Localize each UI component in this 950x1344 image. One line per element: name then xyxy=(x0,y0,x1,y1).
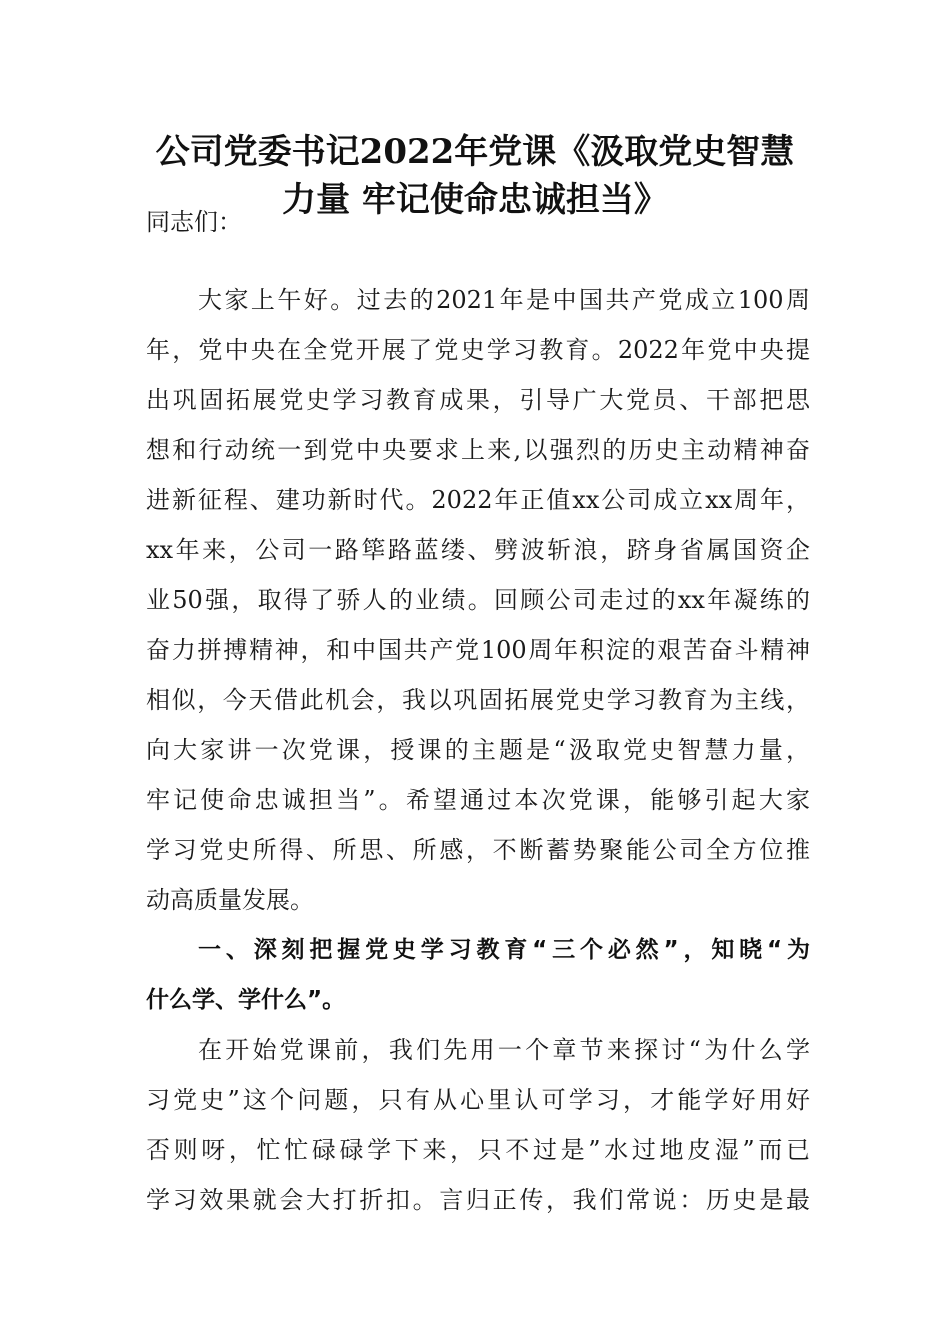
paragraph-line: 在开始党课前，我们先用一个章节来探讨“为什么学 xyxy=(198,1036,810,1064)
title-line-1: 公司党委书记2022年党课《汲取党史智慧 xyxy=(155,132,795,172)
paragraph-line: 业50强，取得了骄人的业绩。回顾公司走过的xx年凝练的 xyxy=(146,586,810,614)
salutation: 同志们： xyxy=(146,208,242,236)
paragraph-line: 学习效果就会大打折扣。言归正传，我们常说：历史是最 xyxy=(146,1186,810,1214)
paragraph-line: 年，党中央在全党开展了党史学习教育。2022年党中央提 xyxy=(146,336,810,364)
paragraph-line: 奋力拼搏精神，和中国共产党100周年积淀的艰苦奋斗精神 xyxy=(146,636,810,664)
paragraph-line: 牢记使命忠诚担当”。希望通过本次党课，能够引起大家 xyxy=(146,786,810,814)
paragraph-line: 相似，今天借此机会，我以巩固拓展党史学习教育为主线， xyxy=(146,686,810,714)
paragraph-line: 习党史”这个问题，只有从心里认可学习，才能学好用好 xyxy=(146,1086,810,1114)
paragraph-line: 出巩固拓展党史学习教育成果，引导广大党员、干部把思 xyxy=(146,386,810,414)
title-line-2: 力量 牢记使命忠诚担当》 xyxy=(282,180,668,220)
paragraph-line: 大家上午好。过去的2021年是中国共产党成立100周 xyxy=(198,286,810,314)
paragraph-line: 想和行动统一到党中央要求上来,以强烈的历史主动精神奋 xyxy=(146,436,810,464)
section-heading: 什么学、学什么”。 xyxy=(146,987,346,1013)
paragraph-line: 否则呀，忙忙碌碌学下来，只不过是”水过地皮湿”而已 xyxy=(146,1136,810,1164)
paragraph-line: 动高质量发展。 xyxy=(146,886,314,914)
paragraph-line: 进新征程、建功新时代。2022年正值xx公司成立xx周年， xyxy=(146,486,810,514)
section-heading: 一、深刻把握党史学习教育“三个必然”，知晓“为 xyxy=(198,937,810,963)
paragraph-line: 向大家讲一次党课，授课的主题是“汲取党史智慧力量， xyxy=(146,736,810,764)
paragraph-line: xx年来，公司一路筚路蓝缕、劈波斩浪，跻身省属国资企 xyxy=(146,536,810,564)
paragraph-line: 学习党史所得、所思、所感，不断蓄势聚能公司全方位推 xyxy=(146,836,810,864)
